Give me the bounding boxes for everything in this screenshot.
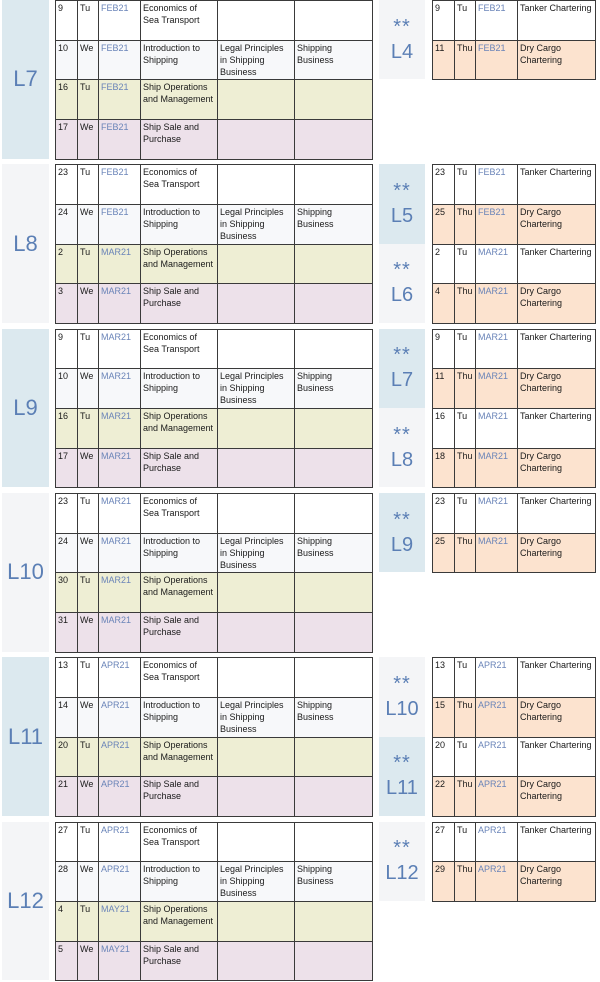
side-cell-dow: Thu [454,861,476,902]
schedule-cell-day: 2 [55,244,78,285]
side-cell-mon: APR21 [475,822,518,863]
side-cell-day: 18 [432,448,455,489]
side-cell-day: 22 [432,776,455,817]
week-label-l11: L11 [2,657,49,816]
schedule-cell-c1: Introduction to Shipping [140,533,218,574]
schedule-cell-c2 [217,119,295,160]
side-cell-dow: Tu [454,737,476,778]
side-cell-course: Tanker Chartering [517,822,596,863]
side-cell-day: 13 [432,657,455,698]
schedule-cell-c2 [217,612,295,653]
side-cell-day: 23 [432,164,455,205]
schedule-cell-day: 21 [55,776,78,817]
schedule-cell-c1: Introduction to Shipping [140,40,218,81]
schedule-cell-c3 [294,329,373,370]
schedule-cell-dow: We [77,776,99,817]
schedule-cell-dow: Tu [77,164,99,205]
schedule-cell-c1: Introduction to Shipping [140,368,218,409]
schedule-cell-c1: Ship Sale and Purchase [140,283,218,324]
schedule-cell-day: 23 [55,164,78,205]
schedule-cell-c2 [217,572,295,613]
schedule-cell-day: 16 [55,408,78,449]
schedule-cell-c3 [294,408,373,449]
schedule-cell-mon: APR21 [98,861,141,902]
side-cell-mon: APR21 [475,861,518,902]
schedule-cell-day: 31 [55,612,78,653]
schedule-cell-c1: Ship Sale and Purchase [140,448,218,489]
schedule-cell-day: 24 [55,204,78,245]
side-cell-mon: FEB21 [475,204,518,245]
schedule-cell-c1: Economics of Sea Transport [140,164,218,205]
side-cell-day: 23 [432,493,455,534]
side-cell-mon: MAR21 [475,329,518,370]
side-cell-mon: MAR21 [475,244,518,285]
side-cell-mon: MAR21 [475,408,518,449]
schedule-cell-dow: We [77,697,99,738]
side-cell-dow: Thu [454,204,476,245]
schedule-cell-dow: Tu [77,822,99,863]
schedule-cell-mon: MAR21 [98,572,141,613]
schedule-cell-day: 5 [55,941,78,982]
side-cell-day: 27 [432,822,455,863]
schedule-cell-c2: Legal Principles in Shipping Business [217,697,295,738]
schedule-cell-c3: Shipping Business [294,204,373,245]
stars-marker: ** [393,423,411,446]
side-cell-dow: Tu [454,329,476,370]
schedule-cell-c3 [294,737,373,778]
schedule-cell-dow: Tu [77,244,99,285]
side-week-name: L4 [390,40,414,63]
schedule-cell-c2 [217,448,295,489]
side-cell-dow: Tu [454,408,476,449]
side-cell-day: 20 [432,737,455,778]
side-cell-mon: FEB21 [475,40,518,81]
schedule-cell-dow: We [77,448,99,489]
schedule-cell-dow: Tu [77,0,99,41]
side-cell-dow: Thu [454,448,476,489]
schedule-cell-c2 [217,244,295,285]
side-cell-dow: Tu [454,493,476,534]
schedule-cell-c1: Economics of Sea Transport [140,657,218,698]
side-cell-dow: Thu [454,283,476,324]
side-cell-dow: Tu [454,164,476,205]
schedule-cell-dow: Tu [77,901,99,942]
schedule-cell-day: 13 [55,657,78,698]
side-cell-mon: MAR21 [475,493,518,534]
schedule-cell-mon: APR21 [98,657,141,698]
week-label-l12: L12 [2,822,49,981]
side-cell-dow: Tu [454,657,476,698]
schedule-cell-dow: Tu [77,329,99,370]
schedule-cell-day: 10 [55,368,78,409]
side-week-name: L12 [385,862,419,885]
side-cell-dow: Tu [454,0,476,41]
side-cell-dow: Tu [454,244,476,285]
side-cell-mon: APR21 [475,697,518,738]
side-week-label-l11 [379,737,425,816]
side-cell-mon: FEB21 [475,164,518,205]
schedule-cell-dow: We [77,612,99,653]
schedule-cell-c3: Shipping Business [294,697,373,738]
side-cell-course: Dry Cargo Chartering [517,776,596,817]
schedule-cell-mon: MAR21 [98,533,141,574]
schedule-cell-c1: Introduction to Shipping [140,861,218,902]
schedule-cell-c1: Ship Operations and Management [140,901,218,942]
schedule-cell-c3 [294,448,373,489]
side-cell-course: Tanker Chartering [517,244,596,285]
side-cell-mon: APR21 [475,737,518,778]
side-cell-dow: Thu [454,368,476,409]
week-label-l9: L9 [2,329,49,488]
schedule-cell-day: 14 [55,697,78,738]
week-label-l8: L8 [2,164,49,323]
schedule-cell-day: 27 [55,822,78,863]
schedule-cell-mon: MAR21 [98,612,141,653]
side-week-name: L11 [386,777,418,800]
schedule-cell-c1: Economics of Sea Transport [140,329,218,370]
side-cell-mon: MAR21 [475,533,518,574]
side-week-label-l10 [379,657,425,736]
schedule-cell-c1: Ship Sale and Purchase [140,776,218,817]
side-week-label-l6 [379,244,425,323]
schedule-cell-c3 [294,822,373,863]
schedule-cell-mon: MAR21 [98,368,141,409]
schedule-cell-c1: Ship Sale and Purchase [140,119,218,160]
schedule-cell-c3 [294,119,373,160]
schedule-cell-day: 16 [55,79,78,120]
schedule-cell-c1: Ship Operations and Management [140,408,218,449]
schedule-cell-c2 [217,822,295,863]
side-cell-mon: MAR21 [475,368,518,409]
side-cell-course: Dry Cargo Chartering [517,283,596,324]
schedule-cell-mon: MAR21 [98,448,141,489]
schedule-cell-mon: MAR21 [98,244,141,285]
schedule-cell-c1: Ship Operations and Management [140,572,218,613]
side-cell-day: 29 [432,861,455,902]
side-cell-course: Tanker Chartering [517,493,596,534]
side-cell-course: Dry Cargo Chartering [517,697,596,738]
side-cell-course: Tanker Chartering [517,0,596,41]
schedule-cell-mon: MAY21 [98,901,141,942]
schedule-cell-mon: FEB21 [98,119,141,160]
week-label-l10: L10 [2,493,49,652]
side-cell-dow: Thu [454,533,476,574]
schedule-cell-mon: MAR21 [98,283,141,324]
side-cell-day: 15 [432,697,455,738]
side-week-label-l12 [379,822,425,901]
side-cell-day: 11 [432,368,455,409]
week-label-l7: L7 [2,0,49,159]
side-cell-course: Dry Cargo Chartering [517,448,596,489]
schedule-cell-mon: FEB21 [98,164,141,205]
side-week-name: L5 [390,204,414,227]
side-week-label-l8 [379,408,425,487]
side-cell-course: Dry Cargo Chartering [517,368,596,409]
schedule-cell-mon: MAY21 [98,941,141,982]
schedule-cell-c2 [217,0,295,41]
schedule-cell-day: 9 [55,329,78,370]
schedule-cell-c1: Ship Operations and Management [140,244,218,285]
schedule-cell-dow: We [77,204,99,245]
schedule-cell-mon: MAR21 [98,329,141,370]
schedule-cell-dow: We [77,119,99,160]
schedule-cell-c3 [294,941,373,982]
schedule-cell-dow: We [77,941,99,982]
side-cell-dow: Thu [454,697,476,738]
schedule-cell-c3 [294,79,373,120]
schedule-cell-c2 [217,941,295,982]
schedule-cell-dow: We [77,40,99,81]
side-cell-day: 25 [432,533,455,574]
stars-marker: ** [393,344,411,367]
side-cell-mon: MAR21 [475,448,518,489]
side-cell-day: 16 [432,408,455,449]
side-cell-dow: Thu [454,40,476,81]
schedule-cell-dow: We [77,861,99,902]
schedule-cell-day: 20 [55,737,78,778]
schedule-cell-c3 [294,612,373,653]
schedule-cell-day: 17 [55,448,78,489]
schedule-cell-c3 [294,901,373,942]
side-cell-course: Tanker Chartering [517,657,596,698]
schedule-cell-c1: Economics of Sea Transport [140,822,218,863]
schedule-cell-c3 [294,164,373,205]
schedule-cell-day: 4 [55,901,78,942]
schedule-cell-dow: We [77,283,99,324]
schedule-cell-c1: Introduction to Shipping [140,204,218,245]
schedule-cell-c2 [217,901,295,942]
schedule-cell-c3: Shipping Business [294,40,373,81]
schedule-cell-mon: FEB21 [98,40,141,81]
side-cell-course: Tanker Chartering [517,737,596,778]
schedule-cell-c2 [217,164,295,205]
side-cell-day: 4 [432,283,455,324]
side-week-name: L6 [390,284,414,307]
schedule-cell-c1: Ship Sale and Purchase [140,941,218,982]
schedule-cell-c3 [294,244,373,285]
schedule-cell-c2: Legal Principles in Shipping Business [217,533,295,574]
side-cell-mon: FEB21 [475,0,518,41]
schedule-cell-dow: Tu [77,657,99,698]
side-cell-course: Dry Cargo Chartering [517,861,596,902]
schedule-cell-c2: Legal Principles in Shipping Business [217,204,295,245]
schedule-cell-c3 [294,283,373,324]
schedule-cell-dow: Tu [77,79,99,120]
schedule-cell-mon: APR21 [98,737,141,778]
schedule-cell-c2 [217,329,295,370]
schedule-cell-c2: Legal Principles in Shipping Business [217,40,295,81]
schedule-cell-dow: Tu [77,493,99,534]
schedule-cell-day: 10 [55,40,78,81]
schedule-cell-mon: FEB21 [98,0,141,41]
schedule-cell-c1: Economics of Sea Transport [140,0,218,41]
schedule-cell-dow: We [77,533,99,574]
schedule-cell-c2: Legal Principles in Shipping Business [217,368,295,409]
stars-marker: ** [393,837,411,860]
schedule-cell-dow: Tu [77,408,99,449]
schedule-cell-dow: Tu [77,572,99,613]
side-week-label-l7 [379,329,425,408]
schedule-cell-mon: APR21 [98,822,141,863]
schedule-cell-day: 30 [55,572,78,613]
stars-marker: ** [393,752,411,775]
schedule-cell-dow: We [77,368,99,409]
schedule-cell-day: 24 [55,533,78,574]
schedule-cell-c2 [217,737,295,778]
schedule-cell-mon: MAR21 [98,493,141,534]
side-cell-course: Tanker Chartering [517,408,596,449]
side-week-name: L7 [390,369,414,392]
stars-marker: ** [393,508,411,531]
schedule-cell-c1: Economics of Sea Transport [140,493,218,534]
side-cell-course: Dry Cargo Chartering [517,533,596,574]
schedule-cell-c2: Legal Principles in Shipping Business [217,861,295,902]
schedule-cell-day: 17 [55,119,78,160]
side-cell-mon: MAR21 [475,283,518,324]
schedule-cell-c1: Introduction to Shipping [140,697,218,738]
side-week-label-l5 [379,164,425,243]
schedule-cell-mon: APR21 [98,697,141,738]
schedule-cell-c3: Shipping Business [294,533,373,574]
schedule-cell-day: 9 [55,0,78,41]
schedule-cell-c3: Shipping Business [294,368,373,409]
schedule-cell-c3 [294,572,373,613]
side-week-name: L10 [385,697,419,720]
schedule-cell-day: 23 [55,493,78,534]
schedule-cell-c2 [217,493,295,534]
side-cell-course: Tanker Chartering [517,164,596,205]
schedule-cell-mon: FEB21 [98,204,141,245]
side-cell-course: Dry Cargo Chartering [517,204,596,245]
side-cell-day: 9 [432,0,455,41]
side-cell-course: Dry Cargo Chartering [517,40,596,81]
schedule-cell-day: 3 [55,283,78,324]
schedule-cell-c1: Ship Operations and Management [140,737,218,778]
stars-marker: ** [393,15,411,38]
stars-marker: ** [393,179,411,202]
schedule-cell-dow: Tu [77,737,99,778]
schedule-cell-c2 [217,79,295,120]
schedule-cell-c1: Ship Sale and Purchase [140,612,218,653]
stars-marker: ** [393,672,411,695]
schedule-cell-mon: APR21 [98,776,141,817]
side-cell-mon: APR21 [475,776,518,817]
side-cell-dow: Thu [454,776,476,817]
side-cell-day: 11 [432,40,455,81]
side-cell-dow: Tu [454,822,476,863]
side-week-name: L9 [390,533,414,556]
schedule-cell-c1: Ship Operations and Management [140,79,218,120]
schedule-cell-day: 28 [55,861,78,902]
side-week-name: L8 [390,448,414,471]
side-cell-day: 9 [432,329,455,370]
schedule-cell-c2 [217,408,295,449]
schedule-cell-c2 [217,283,295,324]
schedule-cell-c3 [294,657,373,698]
side-cell-mon: APR21 [475,657,518,698]
schedule-cell-c3 [294,776,373,817]
schedule-cell-c2 [217,657,295,698]
side-cell-course: Tanker Chartering [517,329,596,370]
side-cell-day: 25 [432,204,455,245]
side-week-label-l4 [379,0,425,79]
schedule-cell-mon: FEB21 [98,79,141,120]
schedule-cell-c3 [294,0,373,41]
stars-marker: ** [393,259,411,282]
schedule-cell-c3: Shipping Business [294,861,373,902]
schedule-cell-c3 [294,493,373,534]
schedule-cell-c2 [217,776,295,817]
side-week-label-l9 [379,493,425,572]
side-cell-day: 2 [432,244,455,285]
schedule-cell-mon: MAR21 [98,408,141,449]
